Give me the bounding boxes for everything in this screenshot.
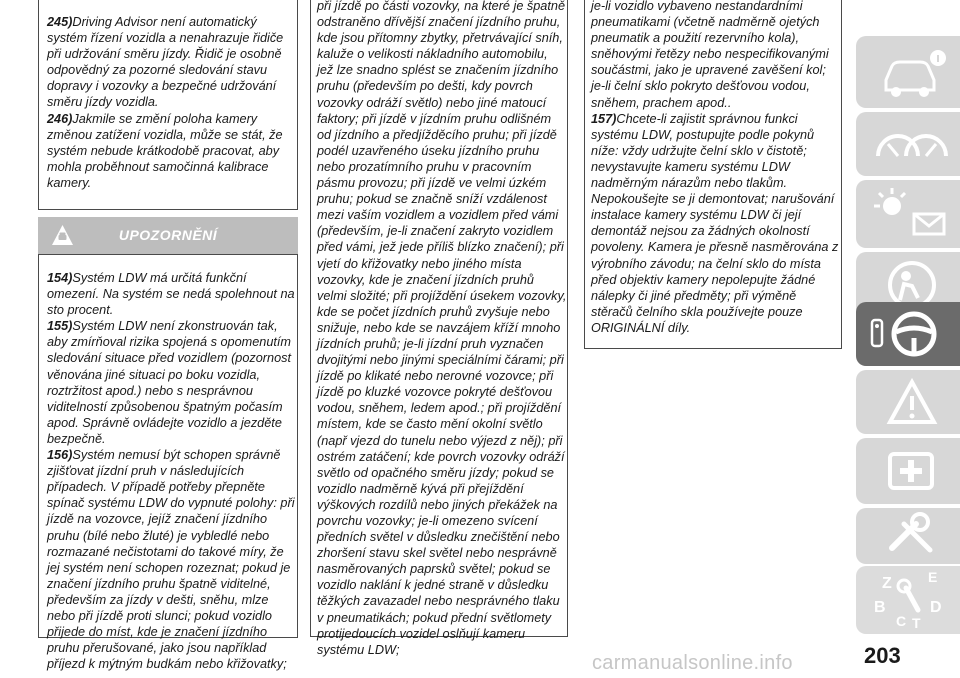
notes-box-top (38, 0, 298, 210)
tab-maintenance[interactable] (856, 508, 960, 564)
lights-icon (856, 180, 960, 248)
warning-box-continued (310, 0, 568, 657)
steering-wheel-icon (856, 302, 960, 366)
svg-text:E: E (928, 569, 938, 585)
svg-text:D: D (930, 599, 942, 616)
svg-text:T: T (912, 615, 921, 631)
warning-157: 157)Chcete-li zajistit správnou funkci systému LDW, postupujte podle pokynů níže: vždy udržujte čelní sklo v čistotě; nevystavujte kameru systému LDW nadměrným nárazům nebo tlakům. Nepokoušejte se ji demontovat; narušování instalace kamery systému LDW či její demontáž nejsou za žádných okolností povoleny. Kamera je přesně nasměrována z výrobního závodu; na čelní sklo do místa před objektiv kamery nepolepujte žádné nálepky či jiné předměty; při výměně stěračů čelního skla používejte pouze ORIGINÁLNÍ díly. (591, 111, 839, 335)
note-245: 245)Driving Advisor není automatický systém řízení vozidla a nenahrazuje řidiče při udržování směru jízdy. Řidič je osobně odpovědný za pozorné sledování stavu dopravy i vozovky a bezpečné udržování směru jízdy vozidla. (47, 15, 284, 110)
warning-box (38, 254, 298, 672)
watermark: carmanualsonline.info (592, 652, 793, 674)
tab-index[interactable] (856, 566, 960, 634)
svg-text:C: C (896, 613, 907, 629)
warning-icon (856, 370, 960, 434)
tab-driving[interactable] (856, 302, 960, 366)
car-info-icon (856, 36, 960, 108)
dashboard-icon (856, 112, 960, 176)
maintenance-icon (856, 508, 960, 564)
warning-155: 155)Systém LDW není zkonstruován tak, aby zmírňoval rizika spojená s opomenutím sledování situace před vozidlem (pozornost věnována jiné situaci po boku vozidla, roztržitost apod.) nebo s nesprávnou viditelností způsobenou špatným počasím apod. Správně ovládejte vozidlo a jezděte bezpečně. (47, 319, 292, 446)
tab-lights[interactable] (856, 180, 960, 248)
warning-header (38, 217, 298, 254)
tab-car-info[interactable] (856, 36, 960, 108)
emergency-icon (856, 438, 960, 504)
tab-emergency[interactable] (856, 438, 960, 504)
tab-warnings[interactable] (856, 370, 960, 434)
note-246: 246)Jakmile se změní poloha kamery změnou zatížení vozidla, může se stát, že systém nebude krátkodobě pracovat, aby mohla proběhnout samočinná kalibrace kamery. (47, 111, 283, 190)
warning-156-continued: při jízdě po části vozovky, na které je špatně odstraněno dřívější značení jízdního pruhu, kde jsou přítomny zbytky, přetrvávající sníh, kaluže o velikosti nákladního automobilu, jež lze snadno splést se značením jízdního pruhu (především po dešti, kdy povrch vozovky odráží světlo) nebo jiné matoucí faktory; při jízdě v jízdním pruhu odlišném od jízdního a předjížděcího pruhu; při jízdě podél uzavřeného úseku jízdního pruhu nebo prozatímního pruhu v pracovním pásmu provozu; při jízdě ve velmi úzkém pruhu; pokud se značně sníží vzdálenost mezi vaším vozidlem a vozidlem před vámi (především, je-li značení zakryto vozidlem před vámi, jež jede příliš blízko značení); při vjetí do křižovatky nebo jiného místa vozovky, kde je značení jízdních pruhů velmi složité; při projíždění úsekem vozovky, kde se počet jízdních pruhů zvyšuje nebo snižuje, nebo kde se navzájem kříží mnoho jízdních pruhů; je-li jízdní pruh vyznačen dvojitými nebo jinými speciálními čárami; při jízdě po klikaté nebo nerovné vozovce; při jízdě po kluzké vozovce pokryté dešťovou vodou, sněhem, ledem apod.; při projíždění místem, kde se často mění okolní světlo (např vjezd do tunelu nebo výjezd z něj); při ostrém zatáčení; kde povrch vozovky odráží světlo od opačného směru jízdy; pokud se vozidlo nadměrně kývá při přejíždění výškových rozdílů nebo jiných překážek na povrchu vozovky; je-li omezeno svícení předních světel v důsledku znečištění nebo zhoršení stavu skel světel nebo nesprávně nasměrovaných paprsků světel; pokud se vozidlo naklání k jedné straně v důsledku těžkých zavazadel nebo nesprávného tlaku v pneumatikách; pokud přední světlomety protijedoucích vozidel oslňují kameru systému LDW; (317, 0, 567, 657)
warning-156: 156)Systém nemusí být schopen správně zjišťovat jízdní pruh v následujících případech. V případě potřeby přepněte spínač systému LDW do vypnuté polohy: při jízdě na vozovce, jejíž značení jízdního pruhu (bílé nebo žluté) je vybledlé nebo rozmazané nečistotami do takové míry, že jej systém není schopen rozeznat; pokud je značení jízdního pruhu špatně viditelné, především za jízdy v dešti, sněhu, mlze nebo při jízdě proti slunci; pokud vozidlo přijede do míst, kde je značení jízdního pruhu přerušované, jako jsou například příjezd k mýtným budkám nebo křižovatky; (47, 448, 295, 672)
warning-title: UPOZORNĚNÍ (118, 227, 218, 243)
page-number: 203 (864, 643, 901, 668)
index-letters-icon (856, 566, 960, 634)
svg-text:Z: Z (882, 575, 892, 592)
warning-box-end (584, 0, 842, 349)
tab-dashboard[interactable] (856, 112, 960, 176)
warning-156-end: je-li vozidlo vybaveno nestandardními pneumatikami (včetně nadměrně ojetých pneumatik a použití rezervního kola), sněhovými řetězy nebo nespecifikovanými součástmi, jako je upravené zavěšení kol; je-li čelní sklo pokryto dešťovou vodou, sněhem, prachem apod.. (591, 0, 829, 110)
svg-text:B: B (874, 599, 886, 616)
warning-154: 154)Systém LDW má určitá funkční omezení. Na systém se nedá spolehnout na sto procent. (47, 271, 295, 318)
